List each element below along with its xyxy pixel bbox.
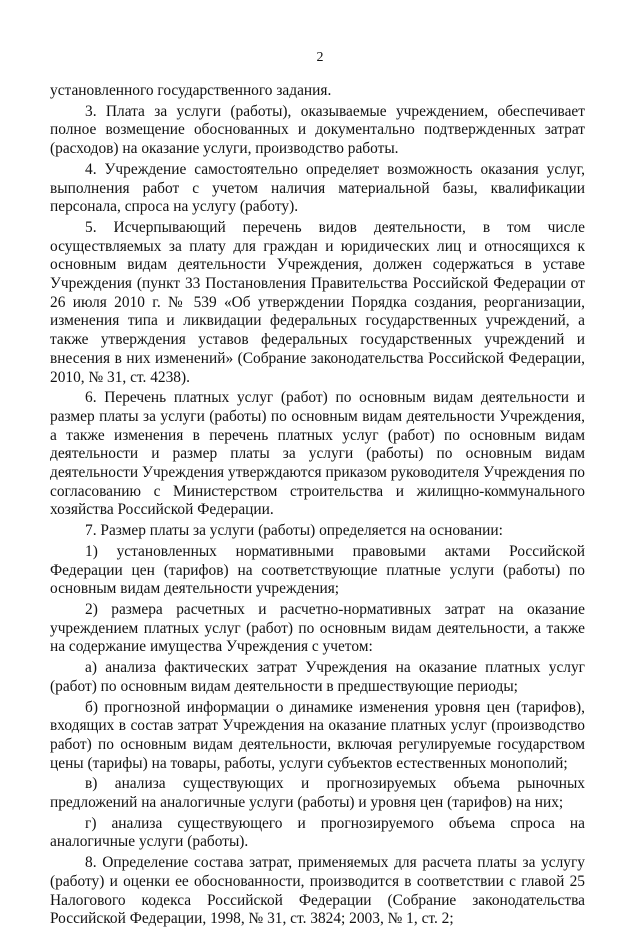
paragraph-4: 4. Учреждение самостоятельно определяет возможность оказания услуг, выполнения работ с учетом наличия материальной базы, квалификации персонала, спроса на услугу (работу). [50,160,585,216]
paragraph-7-item-2v: в) анализа существующих и прогнозируемых объема рыночных предложений на аналогичные услуги (работы) и уровня цен (тарифов) на них; [50,775,585,812]
paragraph-continuation: установленного государственного задания. [50,82,332,99]
paragraph-8: 8. Определение состава затрат, применяемых для расчета платы за услугу (работу) и оценки ее обоснованности, производится в соответствии с главой 25 Налогового кодекса Российской Федерации (Собрание законодательства Российской Федерации, 1998, № 31, ст. 3824; 2003, № 1, ст. 2; [50,854,585,928]
paragraph-5: 5. Исчерпывающий перечень видов деятельности, в том числе осуществляемых за плату для граждан и юридических лиц и относящихся к основным видам деятельности Учреждения, должен содержаться в уставе Учреждения (пункт 33 Постановления Правительства Российской Федерации от 26 июля 2010 г. № 539 «Об утверждении Порядка создания, реорганизации, изменения типа и ликвидации федеральных государственных учреждений, а также утверждения уставов федеральных государственных учреждений и внесения в них изменений» (Собрание законодательства Российской Федерации, 2010, № 31, ст. 4238). [50,218,585,386]
paragraph-7-item-2: 2) размера расчетных и расчетно-нормативных затрат на оказание учреждением платных услуг (работ) по основным видам деятельности, а также на содержание имущества Учреждения с учетом: [50,600,585,656]
paragraph-6: 6. Перечень платных услуг (работ) по основным видам деятельности и размер платы за услуги (работы) по основным видам деятельности Учреждения, а также изменения в перечень платных услуг (работ) по основным видам деятельности и размер платы за услуги (работы) по основным видам деятельности Учреждения утверждаются приказом руководителя Учреждения по согласованию с Министерством строительства и жилищно-коммунального хозяйства Российской Федерации. [50,389,585,519]
paragraph-3: 3. Плата за услуги (работы), оказываемые учреждением, обеспечивает полное возмещение обоснованных и документально подтвержденных затрат (расходов) на оказание услуги, производство работы. [50,102,585,158]
paragraph-7-item-2g: г) анализа существующего и прогнозируемого объема спроса на аналогичные услуги (работы). [50,814,585,851]
paragraph-7: 7. Размер платы за услуги (работы) определяется на основании: [85,522,503,540]
document-body [50,82,585,931]
paragraph-7-item-2a: а) анализа фактических затрат Учреждения на оказание платных услуг (работ) по основным видам деятельности в предшествующие периоды; [50,659,585,695]
paragraph-7-item-2b: б) прогнозной информации о динамике изменения уровня цен (тарифов), входящих в состав затрат Учреждения на оказание платных услуг (производство работ) по основным видам деятельности, включая регулируемые государством цены (тарифы) на товары, работы, услуги субъектов естественных монополий; [50,698,585,772]
paragraph-7-item-1: 1) установленных нормативными правовыми актами Российской Федерации цен (тарифов) на соответствующие платные услуги (работы) по основным видам деятельности учреждения; [50,542,585,598]
page-number: 2 [316,50,324,65]
